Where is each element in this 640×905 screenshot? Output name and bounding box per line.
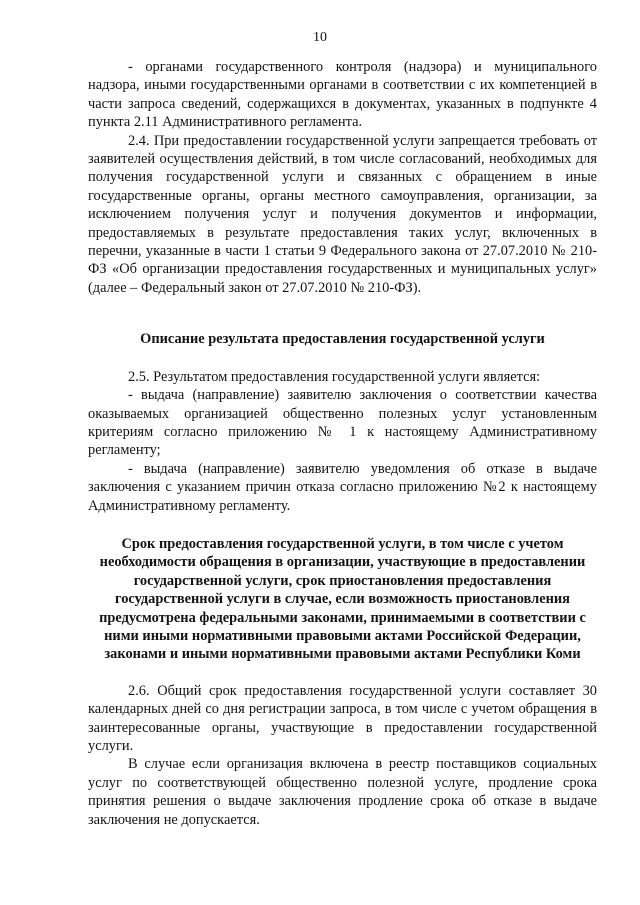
paragraph-control-bodies: - органами государственного контроля (надзора) и муниципального надзора, иными государственными органами в соответствии с их компетенцией в части запроса сведений, содержащихся в документах, указанных в подпункте 4 пункта 2.11 Административного регламента.	[88, 59, 597, 131]
paragraph-result-conclusion: - выдача (направление) заявителю заключения о соответствии качества оказываемых организацией общественно полезных услуг установленным критериям согласно приложению № 1 к настоящему Административному регламенту;	[88, 387, 597, 459]
paragraph-registry-case: В случае если организация включена в реестр поставщиков социальных услуг по соответствующей общественно полезной услуге, продление срока принятия решения о выдаче заключения продление срока об отказе в выдаче заключения не допускается.	[88, 756, 597, 828]
spacer	[88, 515, 597, 535]
heading-service-result: Описание результата предоставления государственной услуги	[140, 331, 545, 348]
paragraph-2-5: 2.5. Результатом предоставления государственной услуги является:	[128, 368, 541, 385]
spacer	[88, 349, 597, 368]
spacer	[88, 297, 597, 330]
paragraph-result-refusal: - выдача (направление) заявителю уведомления об отказе в выдаче заключения с указанием причин отказа согласно приложению №2 к настоящему Административному регламенту.	[88, 460, 597, 514]
document-body	[88, 58, 597, 829]
spacer	[88, 664, 597, 682]
heading-service-term: Срок предоставления государственной услуги, в том числе с учетом необходимости обращения в организации, участвующие в предоставлении государственной услуги, срок приостановления предоставления государственной услуги в случае, если возможность приостановления предусмотрена федеральными законами, принимаемыми в соответствии с ними иными нормативными правовыми актами Российской Федерации, законами и иными нормативными правовыми актами Республики Коми	[99, 535, 586, 663]
page-number: 10	[313, 30, 327, 45]
paragraph-2-4: 2.4. При предоставлении государственной услуги запрещается требовать от заявителей осуществления действий, в том числе согласований, необходимых для получения государственной услуги и связанных с обращением в иные государственные органы, органы местного самоуправления, организации, за исключением получения услуг и получения документов и информации, предоставляемых в результате предоставления таких услуг, включенных в перечни, указанные в части 1 статьи 9 Федерального закона от 27.07.2010 № 210-ФЗ «Об организации предоставления государственных и муниципальных услуг» (далее – Федеральный закон от 27.07.2010 № 210-ФЗ).	[88, 132, 597, 296]
paragraph-2-6: 2.6. Общий срок предоставления государственной услуги составляет 30 календарных дней со дня регистрации запроса, в том числе с учетом обращения в заинтересованные органы, участвующие в предоставлении государственной услуги.	[88, 682, 597, 754]
